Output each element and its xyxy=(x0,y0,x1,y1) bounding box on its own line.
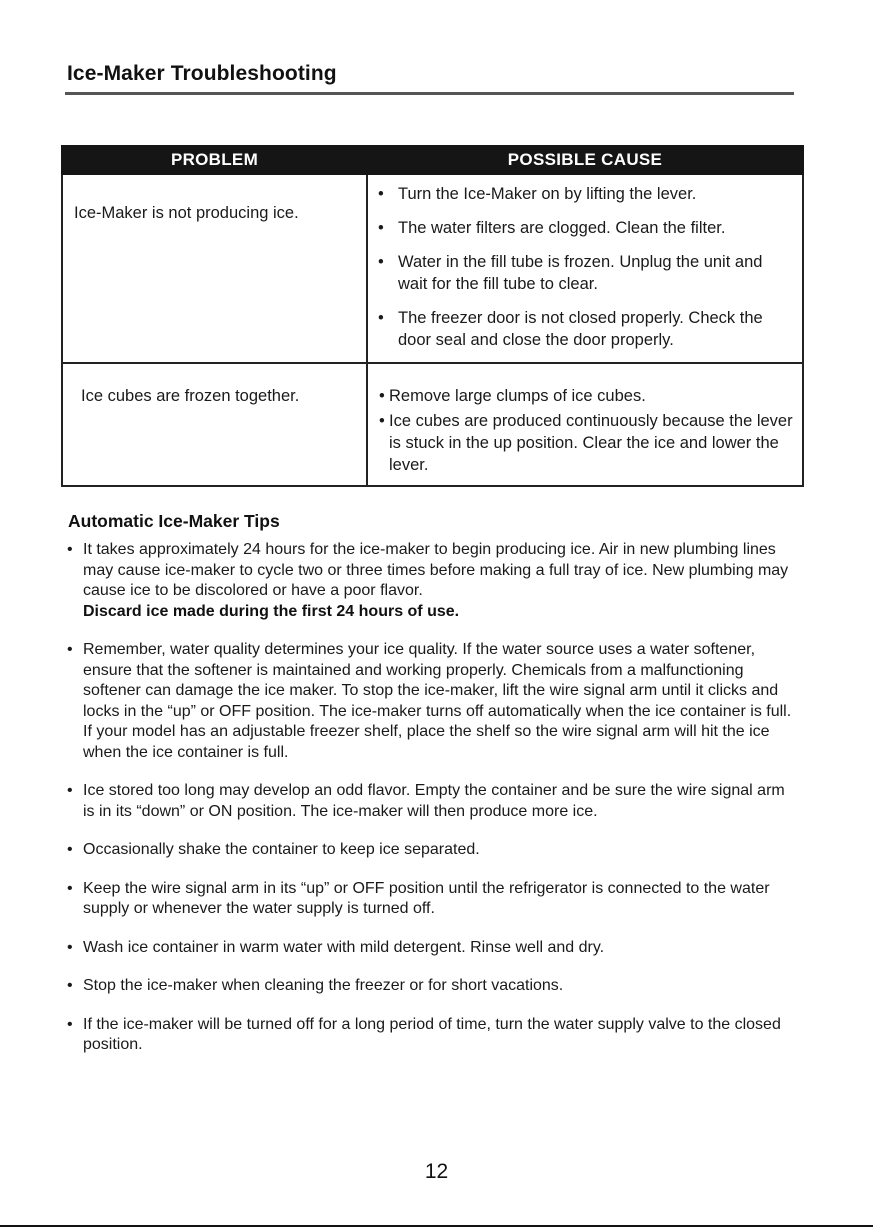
cause-item: • Turn the Ice-Maker on by lifting the lever. xyxy=(378,185,697,203)
cause-item: • Ice cubes are produced continuously because the lever is stuck in the up position. Clear the ice and lower the lever. xyxy=(379,412,793,474)
header-problem: PROBLEM xyxy=(62,146,367,174)
cause-item: • Water in the fill tube is frozen. Unplug the unit and wait for the fill tube to clear. xyxy=(378,253,763,293)
bullet-icon: • xyxy=(379,387,385,405)
tip-text: Occasionally shake the container to keep ice separated. xyxy=(83,841,480,858)
problem-text: Ice cubes are frozen together. xyxy=(81,387,300,405)
tip-text: It takes approximately 24 hours for the ice-maker to begin producing ice. Air in new plumbing lines may cause ice-maker to cycle two or three times before making a full tray of ice. New plumbing may cause ice to be discolored or have a poor flavor. xyxy=(83,541,789,599)
tip-item xyxy=(66,640,796,763)
table-header-row xyxy=(62,146,803,174)
tip-emphasis: Discard ice made during the first 24 hours of use. xyxy=(83,602,460,620)
bullet-icon: • xyxy=(378,219,384,237)
tip-text: Keep the wire signal arm in its “up” or OFF position until the refrigerator is connected to the water supply or whenever the water supply is turned off. xyxy=(83,879,770,917)
table-row xyxy=(62,363,803,486)
bullet-icon: • xyxy=(378,309,384,327)
problem-cell xyxy=(62,174,367,363)
bullet-icon: • xyxy=(67,782,73,799)
tip-item xyxy=(66,879,796,920)
tip-text: Remember, water quality determines your ice quality. If the water source uses a water softener, ensure that the softener is maintained and working properly. Chemicals from a malfunctioning softener can damage the ice maker. To stop the ice-maker, lift the wire signal arm until it clicks and locks in the “up” or OFF position. The ice-maker turns off automatically when the ice container is full. If your model has an adjustable freezer shelf, place the shelf so the wire signal arm will hit the ice when the ice container is full. xyxy=(83,641,792,761)
troubleshooting-table xyxy=(61,145,804,487)
cause-item: • Remove large clumps of ice cubes. xyxy=(379,387,646,405)
cause-cell xyxy=(367,363,803,486)
tip-item xyxy=(66,781,796,822)
bullet-icon: • xyxy=(67,641,73,658)
cause-cell xyxy=(367,174,803,363)
bullet-icon: • xyxy=(67,879,73,897)
bullet-icon: • xyxy=(378,253,384,271)
problem-text: Ice-Maker is not producing ice. xyxy=(74,204,299,222)
tip-text: Ice stored too long may develop an odd flavor. Empty the container and be sure the wire signal arm is in its “down” or ON position. The ice-maker will then produce more ice. xyxy=(83,782,785,820)
page-number: 12 xyxy=(424,1160,449,1183)
tips-heading: Automatic Ice-Maker Tips xyxy=(68,511,280,531)
tip-item xyxy=(66,938,796,959)
problem-cell xyxy=(62,363,367,486)
bullet-icon: • xyxy=(67,1015,73,1033)
cause-list xyxy=(368,364,802,485)
tip-text: If the ice-maker will be turned off for a long period of time, turn the water supply valve to the closed position. xyxy=(83,1015,781,1053)
table-row xyxy=(62,174,803,363)
cause-item: • The water filters are clogged. Clean the filter. xyxy=(378,219,726,237)
tip-item xyxy=(66,540,796,622)
tips-list xyxy=(66,540,796,1074)
page-title: Ice-Maker Troubleshooting xyxy=(67,62,337,85)
bullet-icon: • xyxy=(67,841,73,858)
tip-item xyxy=(66,976,796,997)
header-possible-cause: POSSIBLE CAUSE xyxy=(367,146,803,174)
tip-item xyxy=(66,1015,796,1056)
tip-text: Wash ice container in warm water with mild detergent. Rinse well and dry. xyxy=(83,938,605,956)
tip-item xyxy=(66,840,796,861)
cause-item: • The freezer door is not closed properly. Check the door seal and close the door properly. xyxy=(378,309,763,349)
bullet-icon: • xyxy=(67,541,73,558)
cause-list xyxy=(368,175,802,362)
tip-text: Stop the ice-maker when cleaning the freezer or for short vacations. xyxy=(83,977,564,994)
bullet-icon: • xyxy=(67,938,73,956)
bullet-icon: • xyxy=(378,185,384,203)
title-divider xyxy=(65,92,794,95)
bullet-icon: • xyxy=(67,977,73,994)
bullet-icon: • xyxy=(379,412,385,430)
